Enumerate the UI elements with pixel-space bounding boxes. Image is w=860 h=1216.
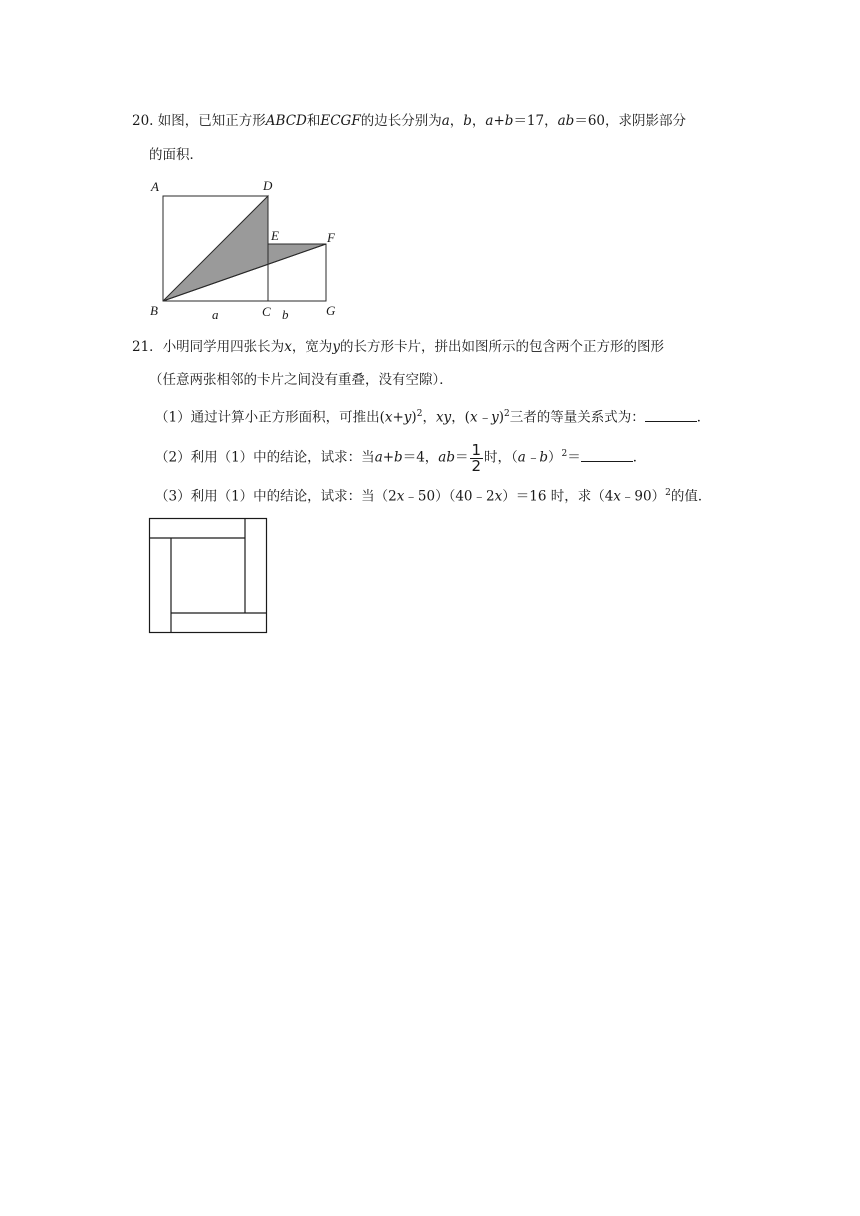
q20-number: 20.	[132, 113, 154, 129]
label-g-vertex: G	[326, 303, 336, 318]
q21-figure	[148, 517, 270, 635]
label-d-vertex: D	[263, 180, 273, 193]
label-a-vertex: A	[151, 180, 159, 194]
q21-line1: 21．小明同学用四张长为x，宽为y的长方形卡片，拼出如图所示的包含两个正方形的图形	[132, 339, 664, 355]
q21-number: 21．	[132, 339, 163, 355]
q20-square2: ECGF	[320, 113, 361, 129]
q21-line2: （任意两张相邻的卡片之间没有重叠，没有空隙）．	[149, 372, 453, 388]
label-f-vertex: F	[327, 230, 335, 245]
q21-part2: （2）利用（1）中的结论，试求：当a+b＝4，ab＝ $\frac{1}{2}$ 时，（a﹣b）$^2$＝ ．	[155, 440, 647, 475]
q20-line2: 的面积．	[149, 147, 203, 163]
label-side-b: b	[282, 307, 289, 320]
q20-line1: 20. 如图，已知正方形ABCD和ECGF的边长分别为a，b，a+b＝17，ab＝60，求阴影部分	[132, 113, 687, 129]
label-c-vertex: C	[262, 304, 271, 319]
answer-blank	[645, 409, 697, 422]
label-side-a: a	[212, 307, 219, 320]
shaded-region	[163, 196, 326, 301]
outer-square	[150, 519, 267, 633]
label-b-vertex: B	[150, 303, 158, 318]
fraction: $\frac{1}{2}$	[471, 440, 482, 475]
q21-part3: （3）利用（1）中的结论，试求：当（2x﹣50）（40﹣2x）＝16 时，求（4x﹣90）$^2$的值．	[155, 488, 712, 505]
answer-blank	[581, 449, 633, 462]
q21-part1: （1）通过计算小正方形面积，可推出$(x+y)^2$，xy，(x﹣y)$^2$三者的等量关系式为： ．	[155, 409, 711, 426]
q20-square1: ABCD	[265, 113, 307, 129]
q20-figure	[148, 180, 348, 320]
label-e-vertex: E	[271, 228, 279, 243]
q20-text: 如图，已知正方形	[157, 113, 266, 129]
